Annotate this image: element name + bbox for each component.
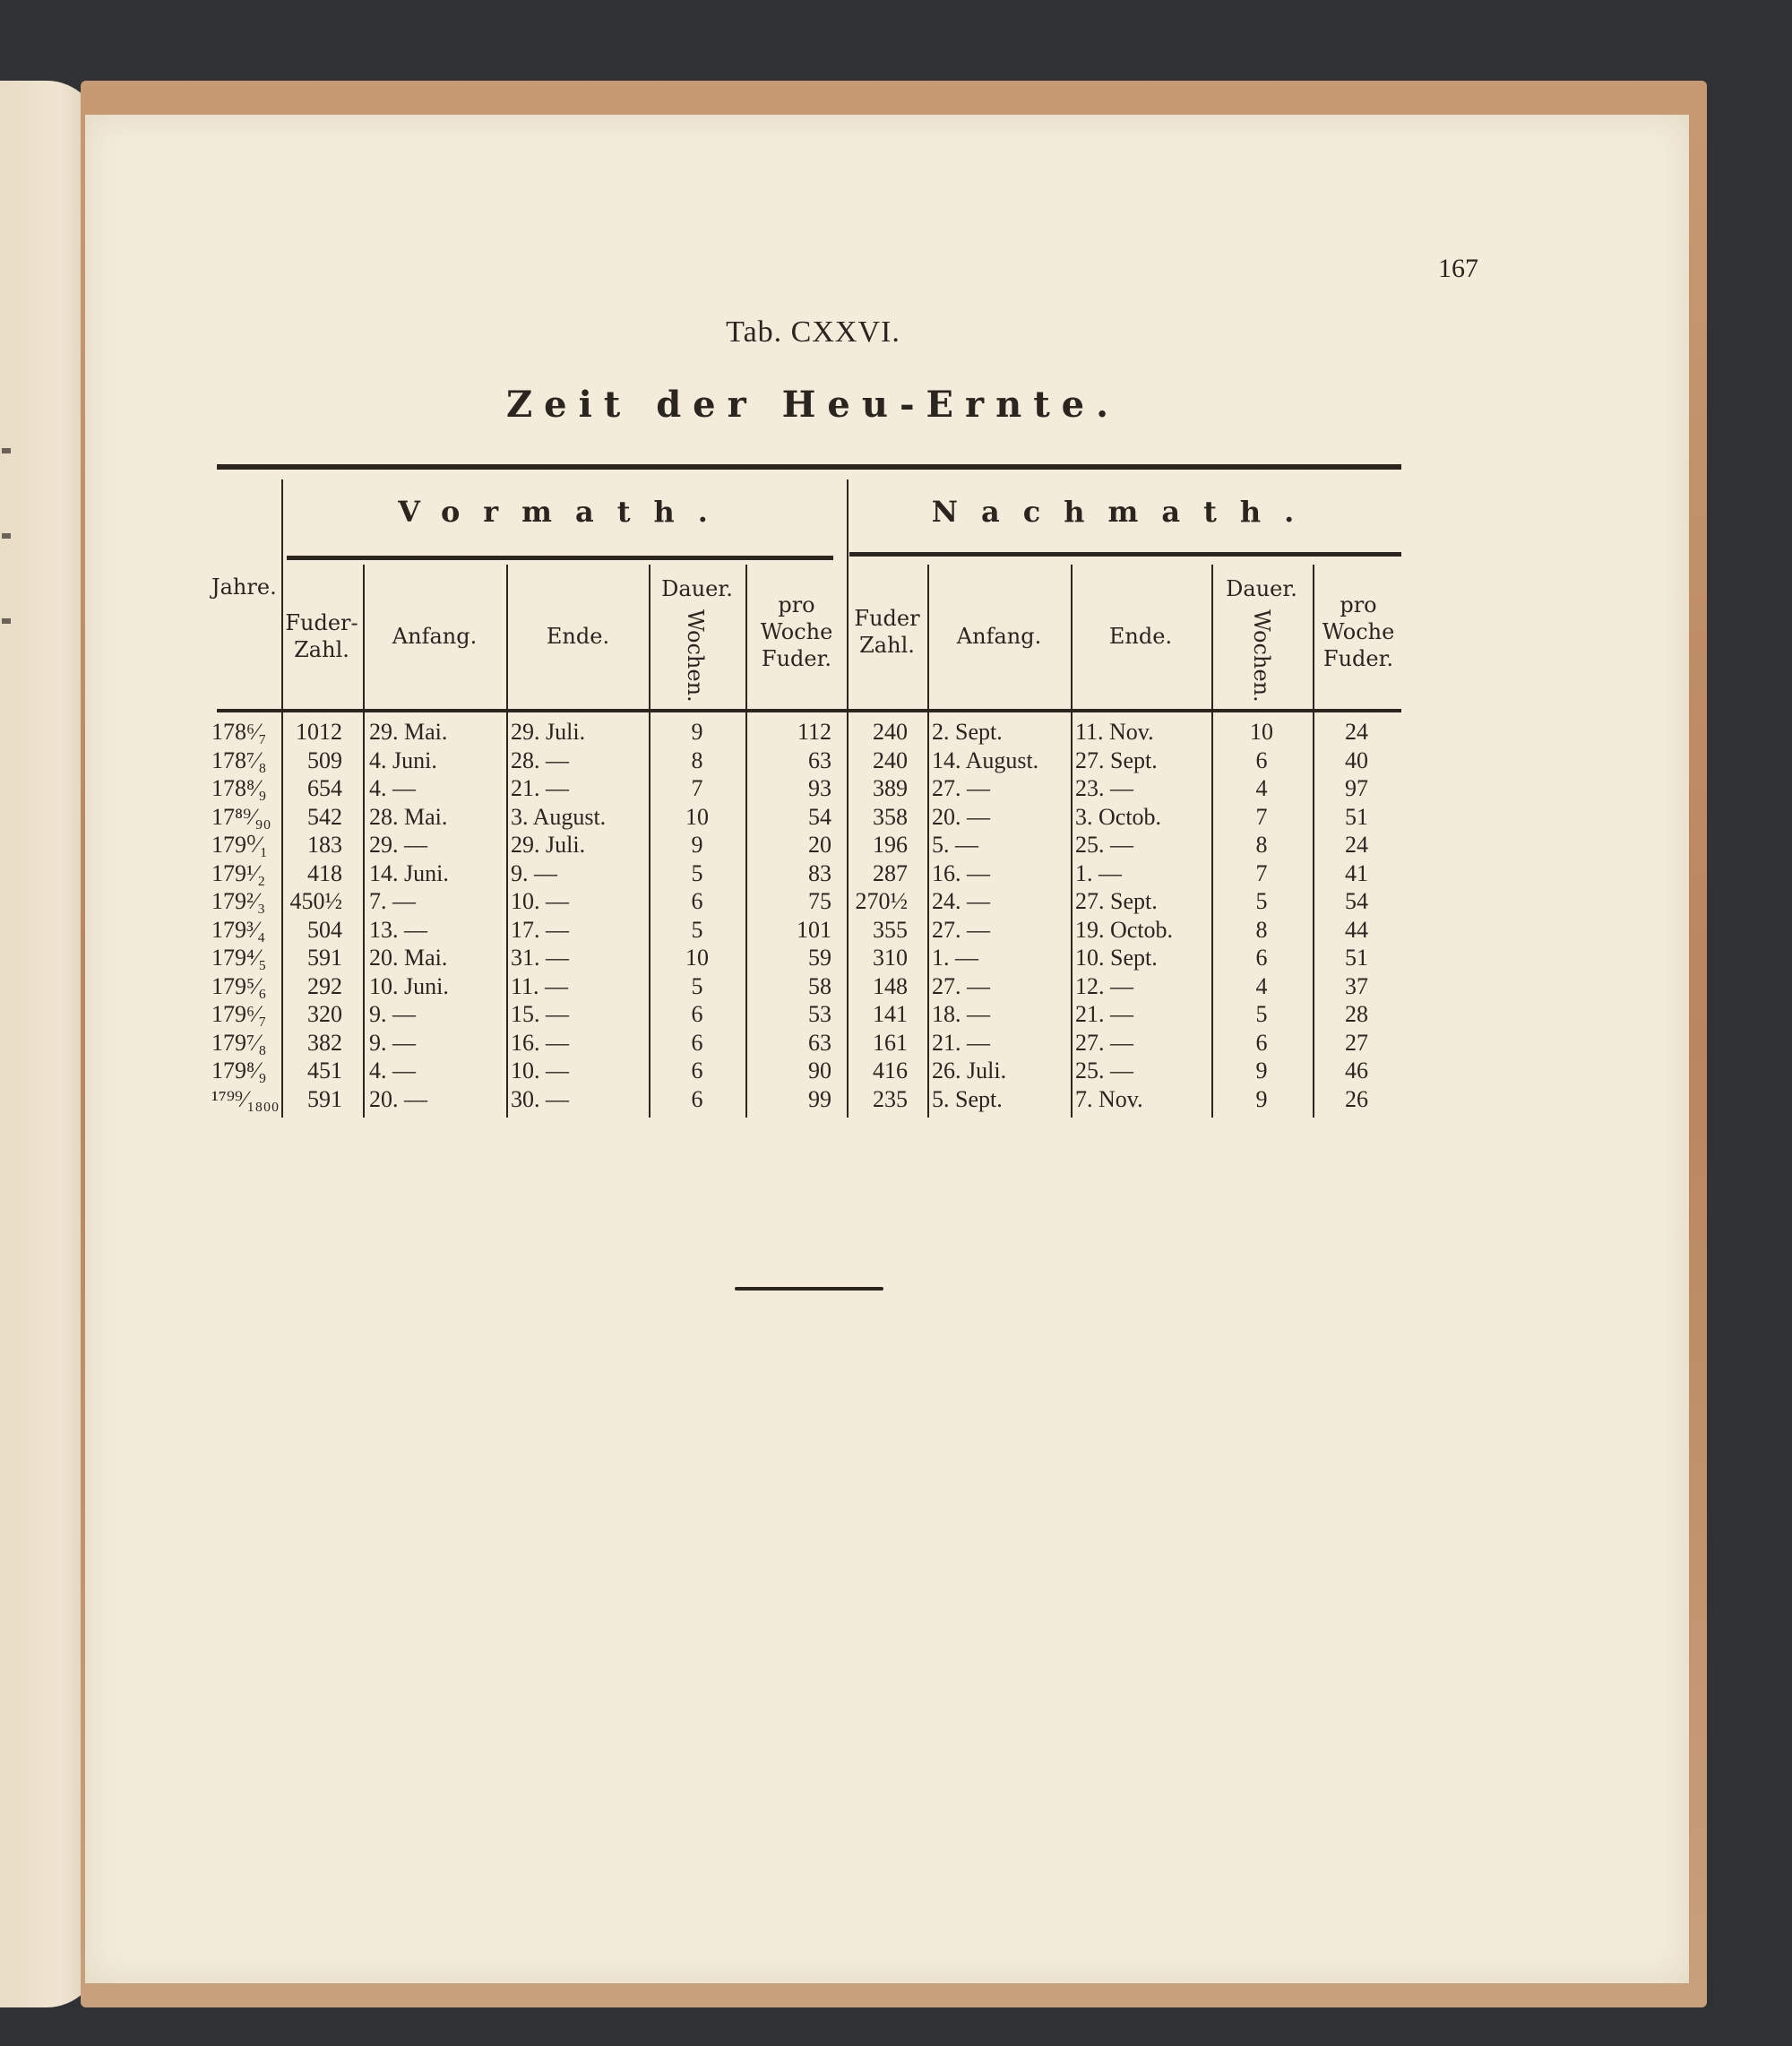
cell-n-dauer: 6 — [1255, 945, 1268, 971]
cell-n-dauer: 4 — [1255, 775, 1268, 801]
cell-n-pro: 44 — [1345, 916, 1368, 943]
cell-v-fuder: 450½ — [289, 888, 342, 914]
page-number: 167 — [1438, 254, 1478, 283]
cell-v-pro: 90 — [808, 1058, 831, 1083]
group-header-nachmath: Nachmath. — [931, 495, 1318, 529]
cell-n-fuder: 148 — [873, 972, 908, 999]
cell-n-fuder: 161 — [873, 1029, 908, 1056]
cell-v-fuder: 654 — [307, 775, 342, 801]
header-bottom-rule — [217, 709, 1401, 712]
cell-v-fuder: 1012 — [296, 719, 342, 745]
cell-jahr: 179⁸⁄₉ — [211, 1058, 267, 1083]
cell-jahr: 178⁷⁄₈ — [211, 747, 267, 773]
cell-v-dauer: 5 — [691, 916, 703, 943]
cell-n-fuder: 196 — [873, 832, 908, 858]
cell-n-pro: 37 — [1345, 972, 1368, 999]
cell-v-pro: 58 — [808, 972, 831, 999]
cell-n-ende: 19. Octob. — [1075, 916, 1174, 943]
cell-v-pro: 63 — [808, 1029, 831, 1056]
cell-v-fuder: 418 — [307, 859, 342, 886]
cell-v-pro: 93 — [808, 775, 831, 801]
cell-n-ende: 27. Sept. — [1075, 888, 1158, 914]
cell-v-anfang: 20. Mai. — [369, 945, 448, 971]
cell-n-ende: 10. Sept. — [1075, 945, 1158, 971]
cell-n-fuder: 416 — [873, 1058, 908, 1083]
cell-n-anfang: 27. — — [932, 775, 990, 801]
cell-v-ende: 11. — — [511, 972, 569, 999]
cell-v-anfang: 7. — — [369, 888, 416, 914]
col-header-wochen: Wochen. — [683, 609, 708, 703]
cell-v-dauer: 9 — [691, 719, 703, 745]
cell-jahr: 17⁸⁹⁄₉₀ — [211, 803, 271, 830]
col-header-pro-woche-fuder: pro Woche Fuder. — [760, 592, 833, 671]
cell-n-pro: 97 — [1345, 775, 1368, 801]
cell-jahr: 179⁵⁄₆ — [211, 972, 267, 999]
col-divider — [927, 565, 929, 1118]
cell-jahr: 179³⁄₄ — [211, 916, 266, 943]
cell-v-pro: 63 — [808, 747, 831, 773]
cell-jahr: 179¹⁄₂ — [211, 859, 266, 886]
cell-jahr: 178⁶⁄₇ — [211, 719, 267, 745]
cell-v-ende: 9. — — [511, 859, 557, 886]
cell-v-pro: 75 — [808, 888, 831, 914]
cell-v-ende: 29. Juli. — [511, 832, 586, 858]
cell-v-anfang: 4. — — [369, 1058, 416, 1083]
cell-jahr: ¹⁷⁹⁹⁄₁₈₀₀ — [211, 1085, 280, 1112]
cell-jahr: 178⁸⁄₉ — [211, 775, 267, 801]
cell-n-anfang: 18. — — [932, 1001, 990, 1027]
cell-v-anfang: 29. Mai. — [369, 719, 448, 745]
cell-n-pro: 54 — [1345, 888, 1368, 914]
col-header-ende-2: Ende. — [1108, 624, 1173, 649]
cell-v-fuder: 292 — [307, 972, 342, 999]
cell-n-dauer: 5 — [1255, 888, 1268, 914]
cell-v-pro: 83 — [808, 859, 831, 886]
cell-jahr: 179⁰⁄₁ — [211, 832, 268, 858]
cell-n-dauer: 5 — [1255, 1001, 1268, 1027]
col-divider — [1313, 565, 1314, 1118]
cell-v-dauer: 6 — [691, 1001, 703, 1027]
cell-v-ende: 17. — — [511, 916, 569, 943]
cell-jahr: 179⁶⁄₇ — [211, 1001, 267, 1027]
cell-v-anfang: 14. Juni. — [369, 859, 449, 886]
cell-v-ende: 30. — — [511, 1085, 569, 1112]
col-divider — [506, 565, 508, 1118]
cell-n-ende: 21. — — [1075, 1001, 1133, 1027]
cell-v-dauer: 5 — [691, 859, 703, 886]
cell-v-anfang: 29. — — [369, 832, 427, 858]
cell-n-pro: 27 — [1345, 1029, 1368, 1056]
cell-n-dauer: 4 — [1255, 972, 1268, 999]
cell-v-ende: 10. — — [511, 1058, 569, 1083]
cell-v-fuder: 451 — [307, 1058, 342, 1083]
cell-jahr: 179²⁄₃ — [211, 888, 266, 914]
cell-v-dauer: 6 — [691, 888, 703, 914]
cell-n-fuder: 310 — [873, 945, 908, 971]
cell-n-dauer: 7 — [1255, 803, 1268, 830]
col-header-anfang: Anfang. — [392, 624, 478, 649]
cell-v-anfang: 20. — — [369, 1085, 427, 1112]
cell-n-ende: 11. Nov. — [1075, 719, 1154, 745]
col-header-ende: Ende. — [546, 624, 610, 649]
cell-v-dauer: 7 — [691, 775, 703, 801]
cell-n-anfang: 21. — — [932, 1029, 990, 1056]
cell-n-anfang: 24. — — [932, 888, 990, 914]
cell-v-anfang: 10. Juni. — [369, 972, 449, 999]
cell-v-ende: 15. — — [511, 1001, 569, 1027]
cell-n-ende: 23. — — [1075, 775, 1133, 801]
table-label: Tab. CXXVI. — [726, 315, 900, 349]
cell-n-fuder: 358 — [873, 803, 908, 830]
cell-n-ende: 7. Nov. — [1075, 1085, 1143, 1112]
cell-n-ende: 27. — — [1075, 1029, 1133, 1056]
cell-v-anfang: 13. — — [369, 916, 427, 943]
cell-n-fuder: 141 — [873, 1001, 908, 1027]
cell-v-dauer: 8 — [691, 747, 703, 773]
cell-v-ende: 3. August. — [511, 803, 607, 830]
cell-n-dauer: 9 — [1255, 1085, 1268, 1112]
cell-n-pro: 40 — [1345, 747, 1368, 773]
cell-v-pro: 112 — [797, 719, 831, 745]
cell-n-fuder: 270½ — [855, 888, 908, 914]
cell-v-fuder: 542 — [307, 803, 342, 830]
cell-n-anfang: 16. — — [932, 859, 990, 886]
col-divider — [745, 565, 747, 1118]
cell-v-dauer: 6 — [691, 1029, 703, 1056]
cell-v-ende: 21. — — [511, 775, 569, 801]
table-top-rule — [217, 464, 1401, 470]
cell-n-pro: 51 — [1345, 945, 1368, 971]
cell-n-dauer: 7 — [1255, 859, 1268, 886]
cell-n-dauer: 8 — [1255, 916, 1268, 943]
cell-v-fuder: 509 — [307, 747, 342, 773]
nachmath-rule — [849, 552, 1401, 557]
cell-n-anfang: 2. Sept. — [932, 719, 1003, 745]
cell-n-pro: 41 — [1345, 859, 1368, 886]
cell-v-fuder: 591 — [307, 1085, 342, 1112]
cell-v-fuder: 183 — [307, 832, 342, 858]
cell-n-dauer: 10 — [1250, 719, 1273, 745]
cell-v-fuder: 591 — [307, 945, 342, 971]
cell-v-anfang: 28. Mai. — [369, 803, 448, 830]
cell-v-ende: 16. — — [511, 1029, 569, 1056]
cell-n-pro: 24 — [1345, 832, 1368, 858]
cell-n-dauer: 6 — [1255, 747, 1268, 773]
cell-n-anfang: 14. August. — [932, 747, 1039, 773]
cell-n-anfang: 26. Juli. — [932, 1058, 1007, 1083]
cell-v-dauer: 10 — [685, 945, 709, 971]
cell-v-pro: 54 — [808, 803, 831, 830]
cell-v-anfang: 4. — — [369, 775, 416, 801]
col-header-fuder-zahl-2: Fuder Zahl. — [854, 606, 920, 658]
cell-n-ende: 25. — — [1075, 832, 1133, 858]
cell-v-pro: 59 — [808, 945, 831, 971]
cell-n-ende: 25. — — [1075, 1058, 1133, 1083]
cell-n-fuder: 235 — [873, 1085, 908, 1112]
cell-v-dauer: 6 — [691, 1085, 703, 1112]
cell-v-fuder: 382 — [307, 1029, 342, 1056]
cell-n-fuder: 355 — [873, 916, 908, 943]
cell-n-ende: 27. Sept. — [1075, 747, 1158, 773]
col-header-dauer-2: Dauer. — [1226, 576, 1297, 601]
cell-n-dauer: 6 — [1255, 1029, 1268, 1056]
cell-n-dauer: 8 — [1255, 832, 1268, 858]
cell-v-dauer: 9 — [691, 832, 703, 858]
cell-n-anfang: 27. — — [932, 916, 990, 943]
col-header-dauer: Dauer. — [661, 576, 733, 601]
cell-v-dauer: 10 — [685, 803, 709, 830]
col-header-fuder-zahl: Fuder-Zahl. — [285, 610, 358, 662]
col-header-anfang-2: Anfang. — [956, 624, 1042, 649]
cell-v-anfang: 9. — — [369, 1001, 416, 1027]
cell-n-anfang: 5. Sept. — [932, 1085, 1003, 1112]
cell-v-ende: 28. — — [511, 747, 569, 773]
cell-n-pro: 28 — [1345, 1001, 1368, 1027]
col-header-pro-woche-fuder-2: pro Woche Fuder. — [1322, 592, 1395, 671]
cell-n-fuder: 240 — [873, 719, 908, 745]
col-header-jahre: Jahre. — [211, 574, 277, 600]
col-divider — [363, 565, 365, 1118]
page-title: Zeit der Heu-Ernte. — [505, 384, 1121, 426]
ornament-rule — [735, 1287, 883, 1291]
cell-v-pro: 53 — [808, 1001, 831, 1027]
cell-v-ende: 29. Juli. — [511, 719, 586, 745]
cell-v-ende: 10. — — [511, 888, 569, 914]
cell-n-ende: 12. — — [1075, 972, 1133, 999]
cell-v-dauer: 5 — [691, 972, 703, 999]
cell-n-anfang: 27. — — [932, 972, 990, 999]
cell-v-anfang: 4. Juni. — [369, 747, 437, 773]
cell-jahr: 179⁷⁄₈ — [211, 1029, 267, 1056]
cell-n-anfang: 1. — — [932, 945, 978, 971]
cell-v-fuder: 320 — [307, 1001, 342, 1027]
cell-v-dauer: 6 — [691, 1058, 703, 1083]
cell-v-anfang: 9. — — [369, 1029, 416, 1056]
cell-v-pro: 101 — [797, 916, 831, 943]
cell-n-fuder: 287 — [873, 859, 908, 886]
cell-n-dauer: 9 — [1255, 1058, 1268, 1083]
vormath-rule — [287, 556, 833, 560]
cell-jahr: 179⁴⁄₅ — [211, 945, 267, 971]
cell-v-ende: 31. — — [511, 945, 569, 971]
cell-n-anfang: 5. — — [932, 832, 978, 858]
col-header-wochen-2: Wochen. — [1249, 609, 1274, 703]
cell-v-fuder: 504 — [307, 916, 342, 943]
cell-v-pro: 99 — [808, 1085, 831, 1112]
cell-n-pro: 26 — [1345, 1085, 1368, 1112]
cell-n-fuder: 389 — [873, 775, 908, 801]
cell-n-fuder: 240 — [873, 747, 908, 773]
group-header-vormath: Vormath. — [398, 495, 731, 529]
cell-v-pro: 20 — [808, 832, 831, 858]
cell-n-pro: 24 — [1345, 719, 1368, 745]
cell-n-pro: 51 — [1345, 803, 1368, 830]
cell-n-pro: 46 — [1345, 1058, 1368, 1083]
cell-n-ende: 3. Octob. — [1075, 803, 1162, 830]
cell-n-ende: 1. — — [1075, 859, 1122, 886]
cell-n-anfang: 20. — — [932, 803, 990, 830]
